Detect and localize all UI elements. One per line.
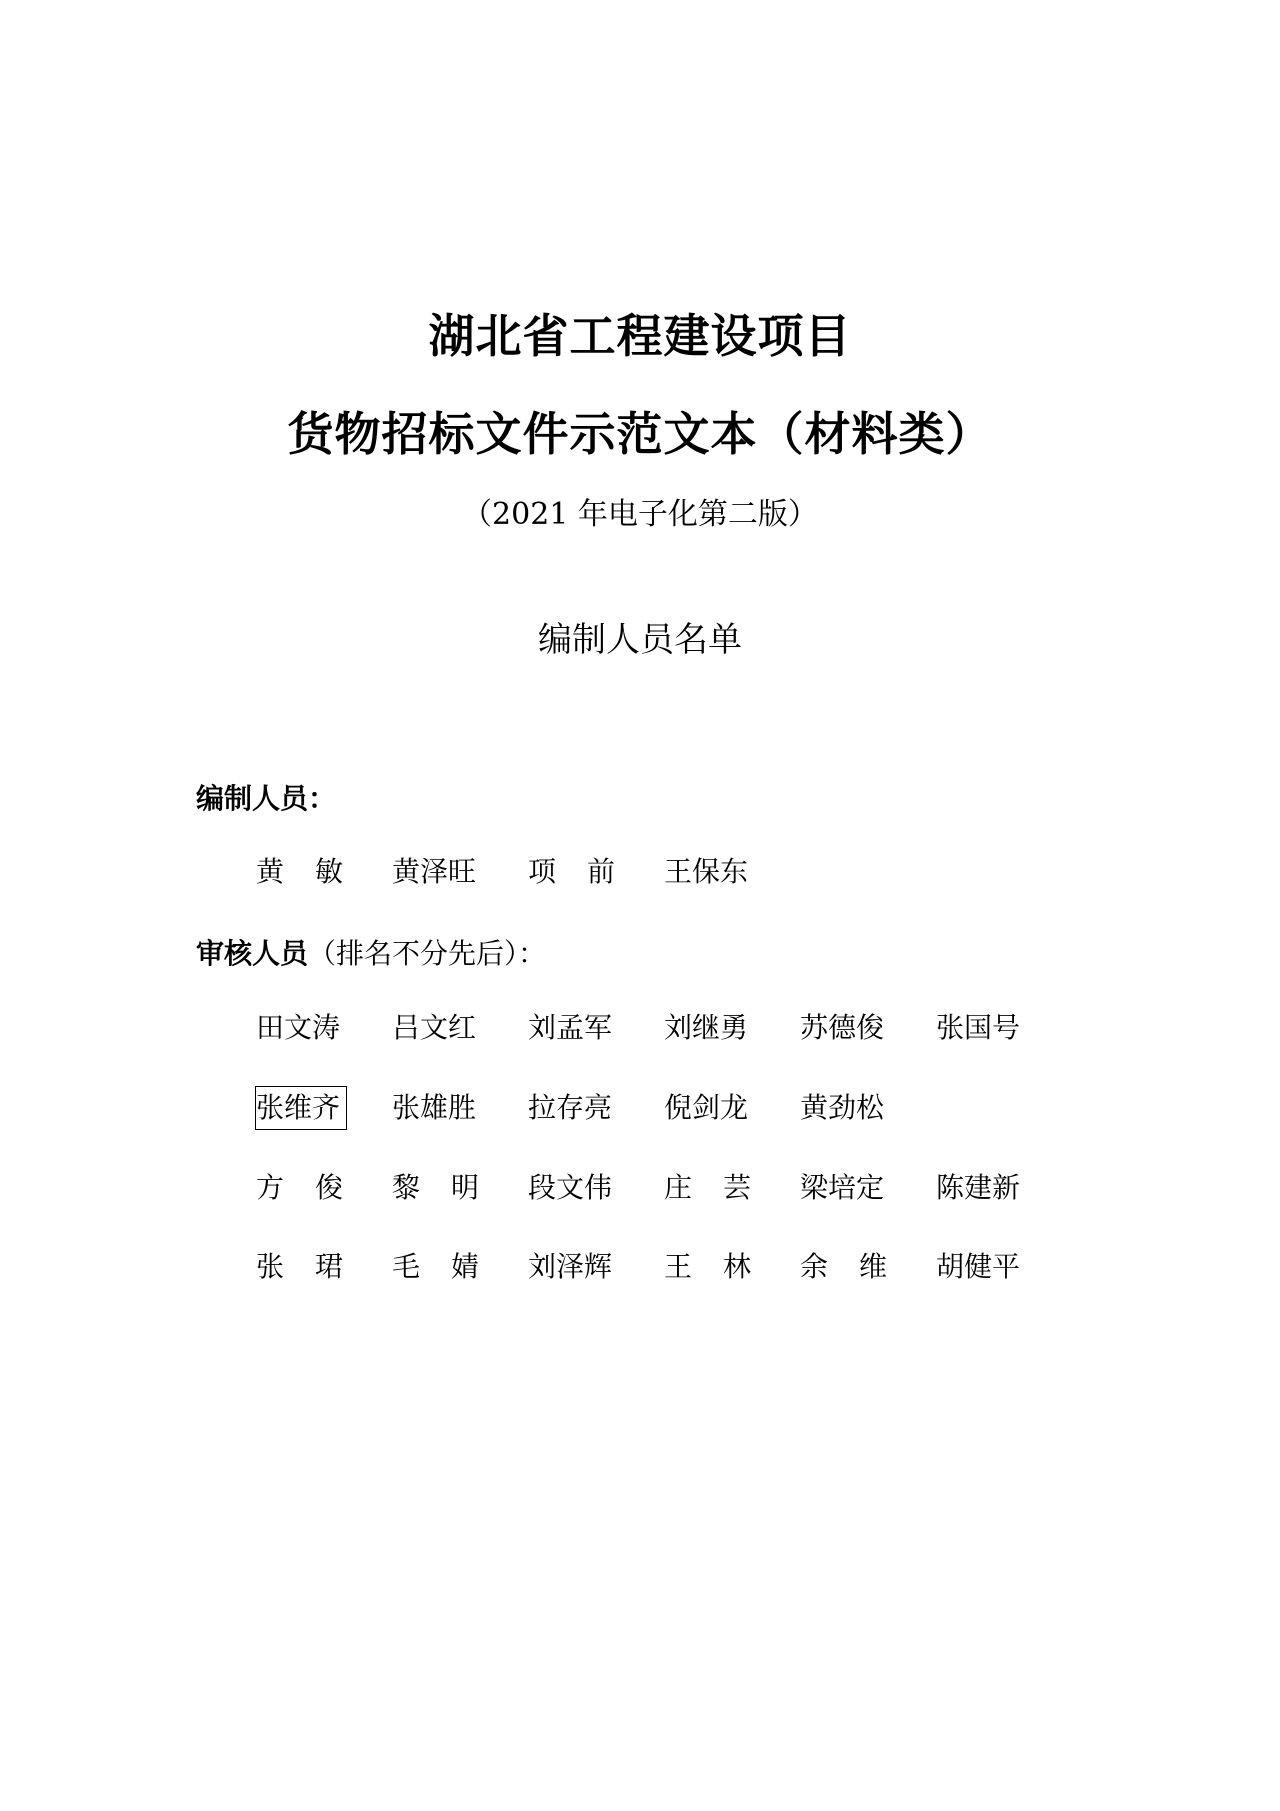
reviewer-name: 刘继勇 [664, 1011, 749, 1044]
reviewer-name: 梁培定 [800, 1171, 885, 1204]
document-edition: （2021 年电子化第二版） [462, 497, 818, 532]
reviewer-name: 胡健平 [936, 1250, 1021, 1283]
reviewer-name: 张雄胜 [392, 1091, 477, 1124]
reviewer-name: 张珺 [256, 1250, 375, 1283]
editors-label-text: 编制人员： [196, 782, 337, 815]
reviewer-name-highlighted: 张维齐 [256, 1087, 346, 1129]
reviewer-name: 倪剑龙 [664, 1091, 749, 1124]
editor-name: 王保东 [664, 855, 749, 888]
reviewer-name: 毛婧 [392, 1250, 511, 1283]
reviewer-name: 吕文红 [392, 1011, 477, 1044]
editor-name: 项前 [528, 855, 647, 888]
reviewer-name: 黄劲松 [800, 1091, 885, 1124]
editor-name: 黄泽旺 [392, 855, 477, 888]
reviewer-name: 余维 [800, 1250, 919, 1283]
reviewer-name: 张国号 [936, 1011, 1021, 1044]
reviewers-label-text: 审核人员 [196, 937, 309, 970]
reviewer-name: 段文伟 [528, 1171, 613, 1204]
reviewer-name: 刘泽辉 [528, 1250, 613, 1283]
reviewer-name: 苏德俊 [800, 1011, 885, 1044]
reviewer-name: 陈建新 [936, 1171, 1021, 1204]
reviewer-name: 庄芸 [664, 1171, 783, 1204]
editors-label [196, 777, 336, 817]
reviewers-label [196, 932, 546, 972]
reviewer-name: 黎明 [392, 1171, 511, 1204]
reviewer-name: 刘孟军 [528, 1011, 613, 1044]
reviewer-name: 方俊 [256, 1171, 375, 1204]
reviewer-name: 拉存亮 [528, 1091, 613, 1124]
list-heading: 编制人员名单 [538, 620, 742, 660]
reviewers-label-note: （排名不分先后）： [308, 937, 547, 970]
reviewer-name: 田文涛 [256, 1011, 341, 1044]
document-title-line2: 货物招标文件示范文本（材料类） [287, 407, 993, 461]
document-title-line1: 湖北省工程建设项目 [428, 309, 852, 363]
editor-name: 黄敏 [256, 855, 375, 888]
reviewer-name: 王林 [664, 1250, 783, 1283]
